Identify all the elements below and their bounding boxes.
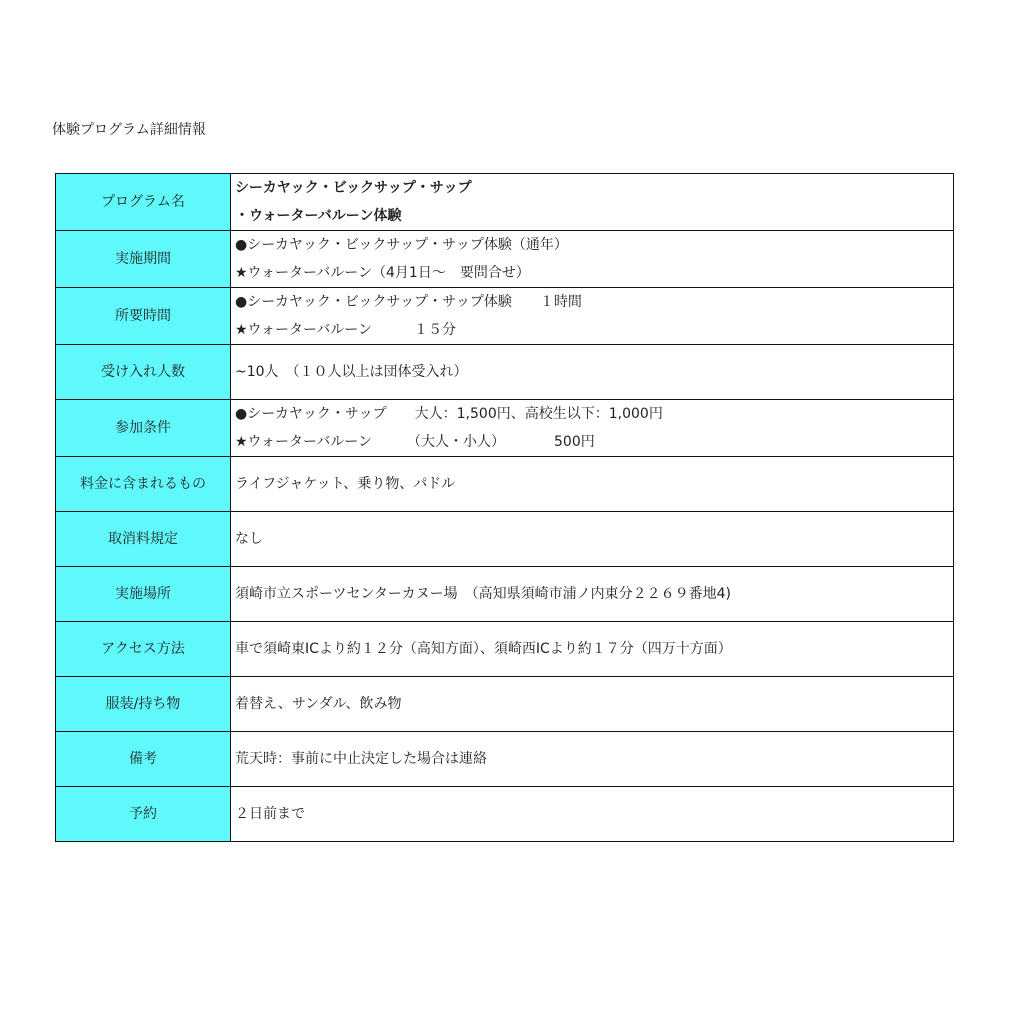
fee-label: 参加条件 (56, 400, 231, 457)
cancellation-line-1: なし (235, 531, 263, 547)
access-value (231, 622, 954, 677)
duration-line-1: ●シーカヤック・ビックサップ・サップ体験 １時間 (235, 294, 582, 310)
cancellation-label: 取消料規定 (56, 512, 231, 567)
period-line-1: ●シーカヤック・ビックサップ・サップ体験（通年） (235, 237, 568, 253)
table-row-cancellation (56, 512, 954, 567)
table-row-included (56, 457, 954, 512)
reservation-line-1: ２日前まで (235, 806, 305, 822)
included-label: 料金に含まれるもの (56, 457, 231, 512)
table-row-location (56, 567, 954, 622)
access-label: アクセス方法 (56, 622, 231, 677)
table-row-notes (56, 732, 954, 787)
table-row-program-name (56, 174, 954, 231)
program-info-table (55, 173, 954, 842)
program-name-label: プログラム名 (56, 174, 231, 231)
notes-line-1: 荒天時：事前に中止決定した場合は連絡 (235, 751, 487, 767)
included-line-1: ライフジャケット、乗り物、パドル (235, 476, 456, 492)
clothing-line-1: 着替え、サンダル、飲み物 (235, 696, 402, 712)
notes-value (231, 732, 954, 787)
location-line-1: 須崎市立スポーツセンターカヌー場 （高知県須崎市浦ノ内東分２２６９番地4) (235, 586, 731, 602)
cancellation-value (231, 512, 954, 567)
period-line-2: ★ウォーターバルーン（4月1日～ 要問合せ） (235, 265, 530, 281)
page-title: 体験プログラム詳細情報 (52, 122, 206, 138)
duration-label: 所要時間 (56, 288, 231, 345)
program-name-line-2: ・ウォーターバルーン体験 (235, 208, 402, 224)
capacity-label: 受け入れ人数 (56, 345, 231, 400)
table-row-reservation (56, 787, 954, 842)
reservation-label: 予約 (56, 787, 231, 842)
duration-value (231, 288, 954, 345)
table-row-capacity (56, 345, 954, 400)
program-name-value (231, 174, 954, 231)
location-label: 実施場所 (56, 567, 231, 622)
location-value (231, 567, 954, 622)
capacity-value (231, 345, 954, 400)
clothing-value (231, 677, 954, 732)
fee-line-2: ★ウォーターバルーン （大人・小人） 500円 (235, 434, 595, 450)
period-value (231, 231, 954, 288)
table-row-fee (56, 400, 954, 457)
reservation-value (231, 787, 954, 842)
notes-label: 備考 (56, 732, 231, 787)
access-line-1: 車で須崎東ICより約１２分（高知方面）、須崎西ICより約１７分（四万十方面） (235, 641, 732, 657)
program-name-line-1: シーカヤック・ビックサップ・サップ (235, 180, 472, 196)
capacity-line-1: ~10人 （１０人以上は団体受入れ） (235, 364, 468, 380)
clothing-label: 服装/持ち物 (56, 677, 231, 732)
fee-value (231, 400, 954, 457)
included-value (231, 457, 954, 512)
table-row-access (56, 622, 954, 677)
period-label: 実施期間 (56, 231, 231, 288)
fee-line-1: ●シーカヤック・サップ 大人：1,500円、高校生以下：1,000円 (235, 406, 663, 422)
table-row-clothing (56, 677, 954, 732)
table-row-period (56, 231, 954, 288)
duration-line-2: ★ウォーターバルーン １５分 (235, 322, 457, 338)
table-row-duration (56, 288, 954, 345)
